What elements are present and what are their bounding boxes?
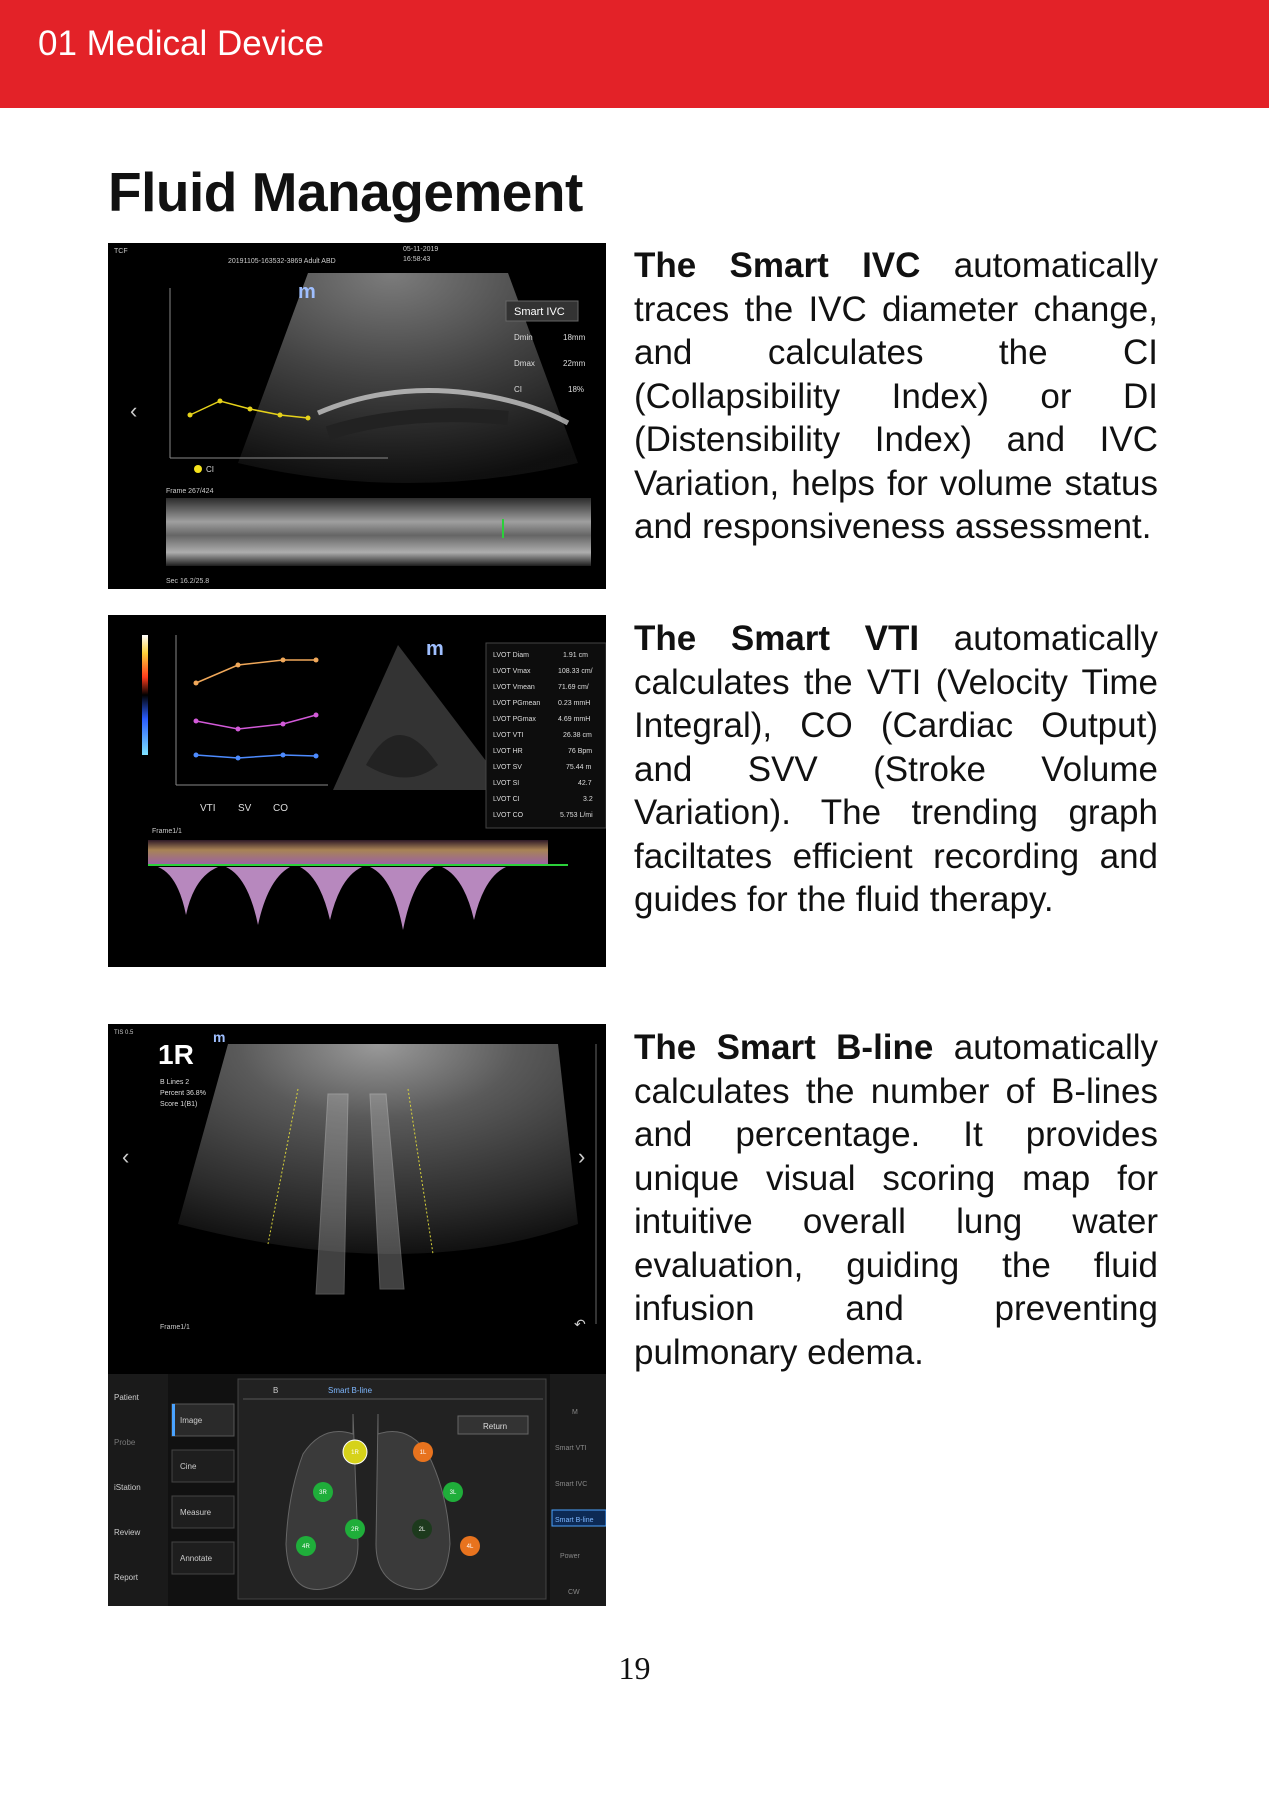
zone-label-4l: 4L — [466, 1544, 474, 1550]
ivc-row-0-k: Dmin — [514, 333, 533, 342]
svg-text:m: m — [298, 281, 316, 303]
bline-rmenu-5: CW — [568, 1589, 580, 1596]
vti-row-0-k: LVOT Diam — [493, 652, 529, 659]
page-title: Fluid Management — [108, 161, 583, 223]
bline-menu-0: Patient — [114, 1393, 139, 1402]
bline-stat-2: Score 1(B1) — [160, 1101, 198, 1108]
ivc-legend: CI — [206, 465, 214, 474]
ivc-clock: 16:58:43 — [403, 256, 431, 263]
svg-text:TCF: TCF — [114, 248, 128, 255]
vti-row-9-k: LVOT CI — [493, 796, 520, 803]
bline-menu-4: Report — [114, 1573, 139, 1582]
smart-ivc-heading: The Smart IVC — [634, 246, 921, 285]
bline-undo-icon: ↶ — [574, 1316, 586, 1332]
vti-legend-2: CO — [273, 803, 288, 814]
smart-vti-heading: The Smart VTI — [634, 619, 920, 658]
bline-tool-0: Image — [180, 1416, 203, 1425]
vti-row-2-v: 71.69 cm/ — [558, 684, 589, 691]
svg-text:m: m — [426, 638, 444, 660]
smart-ivc-description — [634, 244, 1158, 549]
zone-label-3l: 3L — [449, 1490, 457, 1496]
ivc-frame: Frame 267/424 — [166, 488, 214, 495]
smart-bline-description — [634, 1026, 1158, 1374]
smart-bline-heading: The Smart B-line — [634, 1028, 934, 1067]
bline-rmenu-1: Smart VTI — [555, 1445, 587, 1452]
vti-row-4-v: 4.69 mmH — [558, 716, 591, 723]
ivc-row-2-v: 18% — [568, 385, 585, 394]
bline-zone: 1R — [158, 1039, 194, 1070]
smart-bline-text: automatically calculates the number of B-lines and percentage. It provides unique visual scoring map for intuitive overall lung water evaluation, guiding the fluid infusion and preventing pulmonary edema. — [634, 1028, 1158, 1372]
vti-row-10-k: LVOT CO — [493, 812, 524, 819]
vti-row-0-v: 1.91 cm — [563, 652, 588, 659]
page-number: 19 — [618, 1650, 651, 1686]
bline-tab-0: B — [273, 1386, 279, 1395]
ivc-top-info: 20191105-163532-3869 Adult ABD — [228, 258, 336, 265]
bline-tool-1: Cine — [180, 1462, 197, 1471]
bline-rmenu-3: Smart B-line — [555, 1517, 594, 1524]
bline-menu-3: Review — [114, 1528, 141, 1537]
vti-row-6-k: LVOT HR — [493, 748, 523, 755]
vti-row-8-v: 42.7 — [578, 780, 592, 787]
vti-row-1-k: LVOT Vmax — [493, 668, 531, 675]
zone-label-2l: 2L — [418, 1527, 426, 1533]
zone-label-2r: 2R — [351, 1527, 359, 1533]
vti-row-3-k: LVOT PGmean — [493, 700, 541, 707]
smart-ivc-screenshot — [108, 243, 606, 589]
bline-stat-0: B Lines 2 — [160, 1079, 190, 1086]
smart-vti-screenshot — [108, 615, 606, 967]
section-header-bar — [0, 0, 1269, 108]
ivc-panel-title: Smart IVC — [514, 306, 565, 318]
bline-rmenu-4: Power — [560, 1553, 580, 1560]
bline-rmenu-0: M — [572, 1409, 578, 1416]
bline-right-arrow-icon: › — [578, 1144, 586, 1169]
bline-stat-1: Percent 36.8% — [160, 1090, 206, 1097]
vti-frame: Frame1/1 — [152, 828, 182, 835]
zone-label-3r: 3R — [319, 1490, 327, 1496]
bline-tool-3: Annotate — [180, 1554, 213, 1563]
ivc-time: Sec 16.2/25.8 — [166, 578, 210, 585]
vti-row-3-v: 0.23 mmH — [558, 700, 591, 707]
ivc-row-1-k: Dmax — [514, 359, 535, 368]
bline-return-button: Return — [483, 1422, 508, 1431]
svg-text:m: m — [213, 1029, 226, 1045]
bline-tab-1: Smart B-line — [328, 1386, 373, 1395]
vti-row-2-k: LVOT Vmean — [493, 684, 535, 691]
zone-label-4r: 4R — [302, 1544, 310, 1550]
vti-row-7-k: LVOT SV — [493, 764, 522, 771]
vti-row-6-v: 76 Bpm — [568, 748, 593, 755]
bline-tool-2: Measure — [180, 1508, 212, 1517]
bline-menu-2: iStation — [114, 1483, 141, 1492]
bline-menu-1: Probe — [114, 1438, 136, 1447]
svg-text:TIS 0.5: TIS 0.5 — [114, 1030, 134, 1036]
vti-row-1-v: 108.33 cm/ — [558, 668, 593, 675]
vti-row-7-v: 75.44 m — [566, 764, 592, 771]
bline-rmenu-2: Smart IVC — [555, 1481, 588, 1488]
ivc-date: 05-11-2019 — [403, 246, 439, 253]
vti-row-5-v: 26.38 cm — [563, 732, 592, 739]
vti-row-4-k: LVOT PGmax — [493, 716, 536, 723]
bline-frame: Frame1/1 — [160, 1324, 190, 1331]
zone-label-1l: 1L — [419, 1450, 427, 1456]
section-label: 01 Medical Device — [38, 24, 324, 63]
vti-row-10-v: 5.753 L/mi — [560, 812, 593, 819]
ivc-row-2-k: CI — [514, 385, 522, 394]
zone-label-1r: 1R — [351, 1450, 359, 1456]
vti-row-5-k: LVOT VTI — [493, 732, 524, 739]
vti-legend-1: SV — [238, 803, 252, 814]
vti-row-9-v: 3.2 — [583, 796, 593, 803]
smart-bline-screenshot — [108, 1024, 606, 1606]
smart-ivc-text: automatically traces the IVC diameter change, and calculates the CI (Collapsibility Index) or DI (Distensibility Index) and IVC Variation, helps for volume status and responsiveness assessment. — [634, 246, 1158, 546]
ivc-row-1-v: 22mm — [563, 359, 586, 368]
ivc-left-arrow-icon: ‹ — [130, 398, 138, 423]
bline-left-arrow-icon: ‹ — [122, 1144, 130, 1169]
smart-vti-description — [634, 617, 1158, 922]
vti-row-8-k: LVOT SI — [493, 780, 520, 787]
vti-legend-0: VTI — [200, 803, 216, 814]
smart-vti-text: automatically calculates the VTI (Velocity Time Integral), CO (Cardiac Output) and SVV (Stroke Volume Variation). The trending graph faciltates efficient recording and guides for the fluid therapy. — [634, 619, 1159, 919]
ivc-row-0-v: 18mm — [563, 333, 586, 342]
